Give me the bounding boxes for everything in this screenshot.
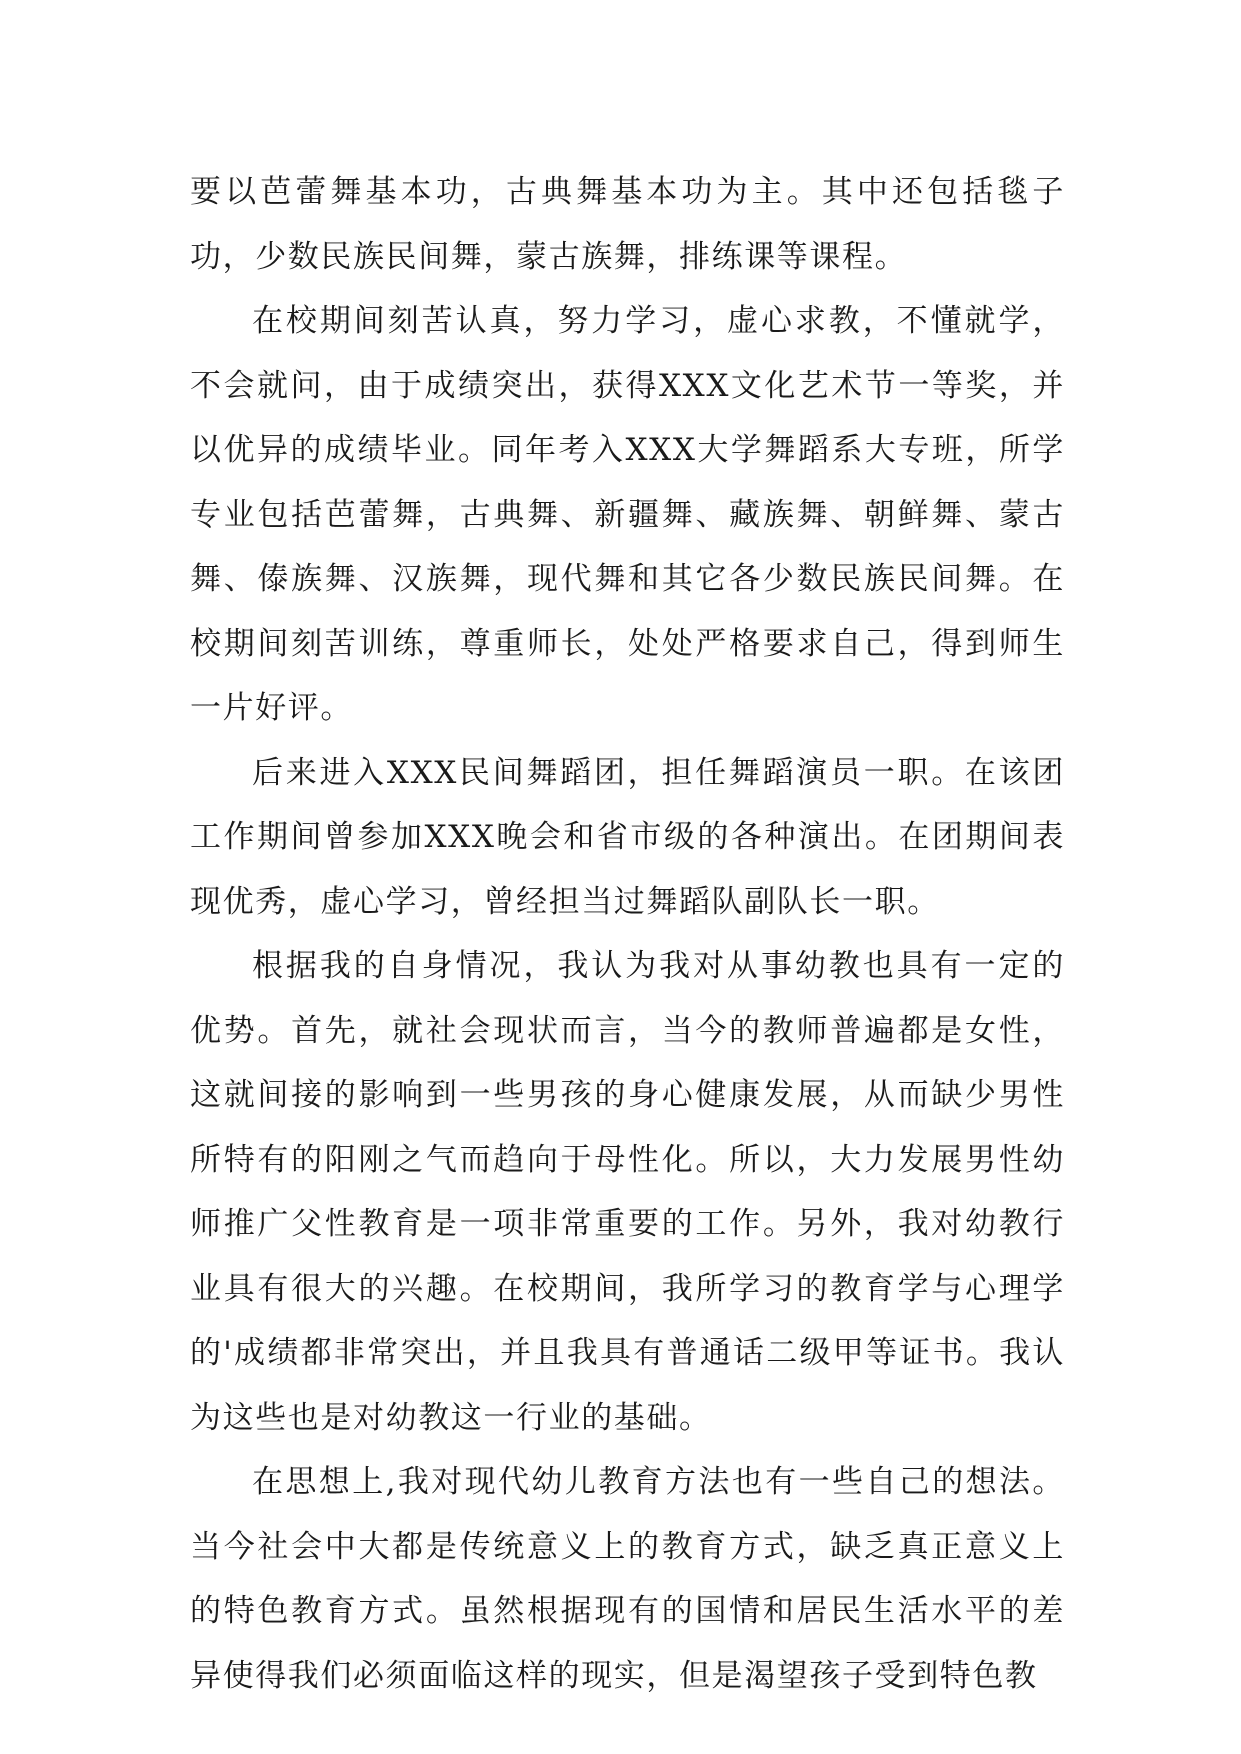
document-body xyxy=(190,160,1065,1708)
paragraph-dance-troupe: 后来进入XXX民间舞蹈团，担任舞蹈演员一职。在该团工作期间曾参加XXX晚会和省市级的各种演出。在团期间表现优秀，虚心学习，曾经担当过舞蹈队副队长一职。 xyxy=(190,754,1065,920)
paragraph-school-study: 在校期间刻苦认真，努力学习，虚心求教，不懂就学，不会就问，由于成绩突出，获得XXX文化艺术节一等奖，并以优异的成绩毕业。同年考入XXX大学舞蹈系大专班，所学专业包括芭蕾舞，古典舞、新疆舞、藏族舞、朝鲜舞、蒙古舞、傣族舞、汉族舞，现代舞和其它各少数民族民间舞。在校期间刻苦训练，尊重师长，处处严格要求自己，得到师生一片好评。 xyxy=(190,303,1065,726)
paragraph-continued: 要以芭蕾舞基本功，古典舞基本功为主。其中还包括毯子功，少数民族民间舞，蒙古族舞，排练课等课程。 xyxy=(190,174,1065,275)
paragraph-advantages: 根据我的自身情况，我认为我对从事幼教也具有一定的优势。首先，就社会现状而言，当今的教师普遍都是女性，这就间接的影响到一些男孩的身心健康发展，从而缺少男性所特有的阳刚之气而趋向于母性化。所以，大力发展男性幼师推广父性教育是一项非常重要的工作。另外，我对幼教行业具有很大的兴趣。在校期间，我所学习的教育学与心理学的'成绩都非常突出，并且我具有普通话二级甲等证书。我认为这些也是对幼教这一行业的基础。 xyxy=(190,948,1065,1436)
paragraph-ideas: 在思想上,我对现代幼儿教育方法也有一些自己的想法。当今社会中大都是传统意义上的教育方式，缺乏真正意义上的特色教育方式。虽然根据现有的国情和居民生活水平的差异使得我们必须面临这样的现实，但是渴望孩子受到特色教 xyxy=(190,1464,1065,1694)
